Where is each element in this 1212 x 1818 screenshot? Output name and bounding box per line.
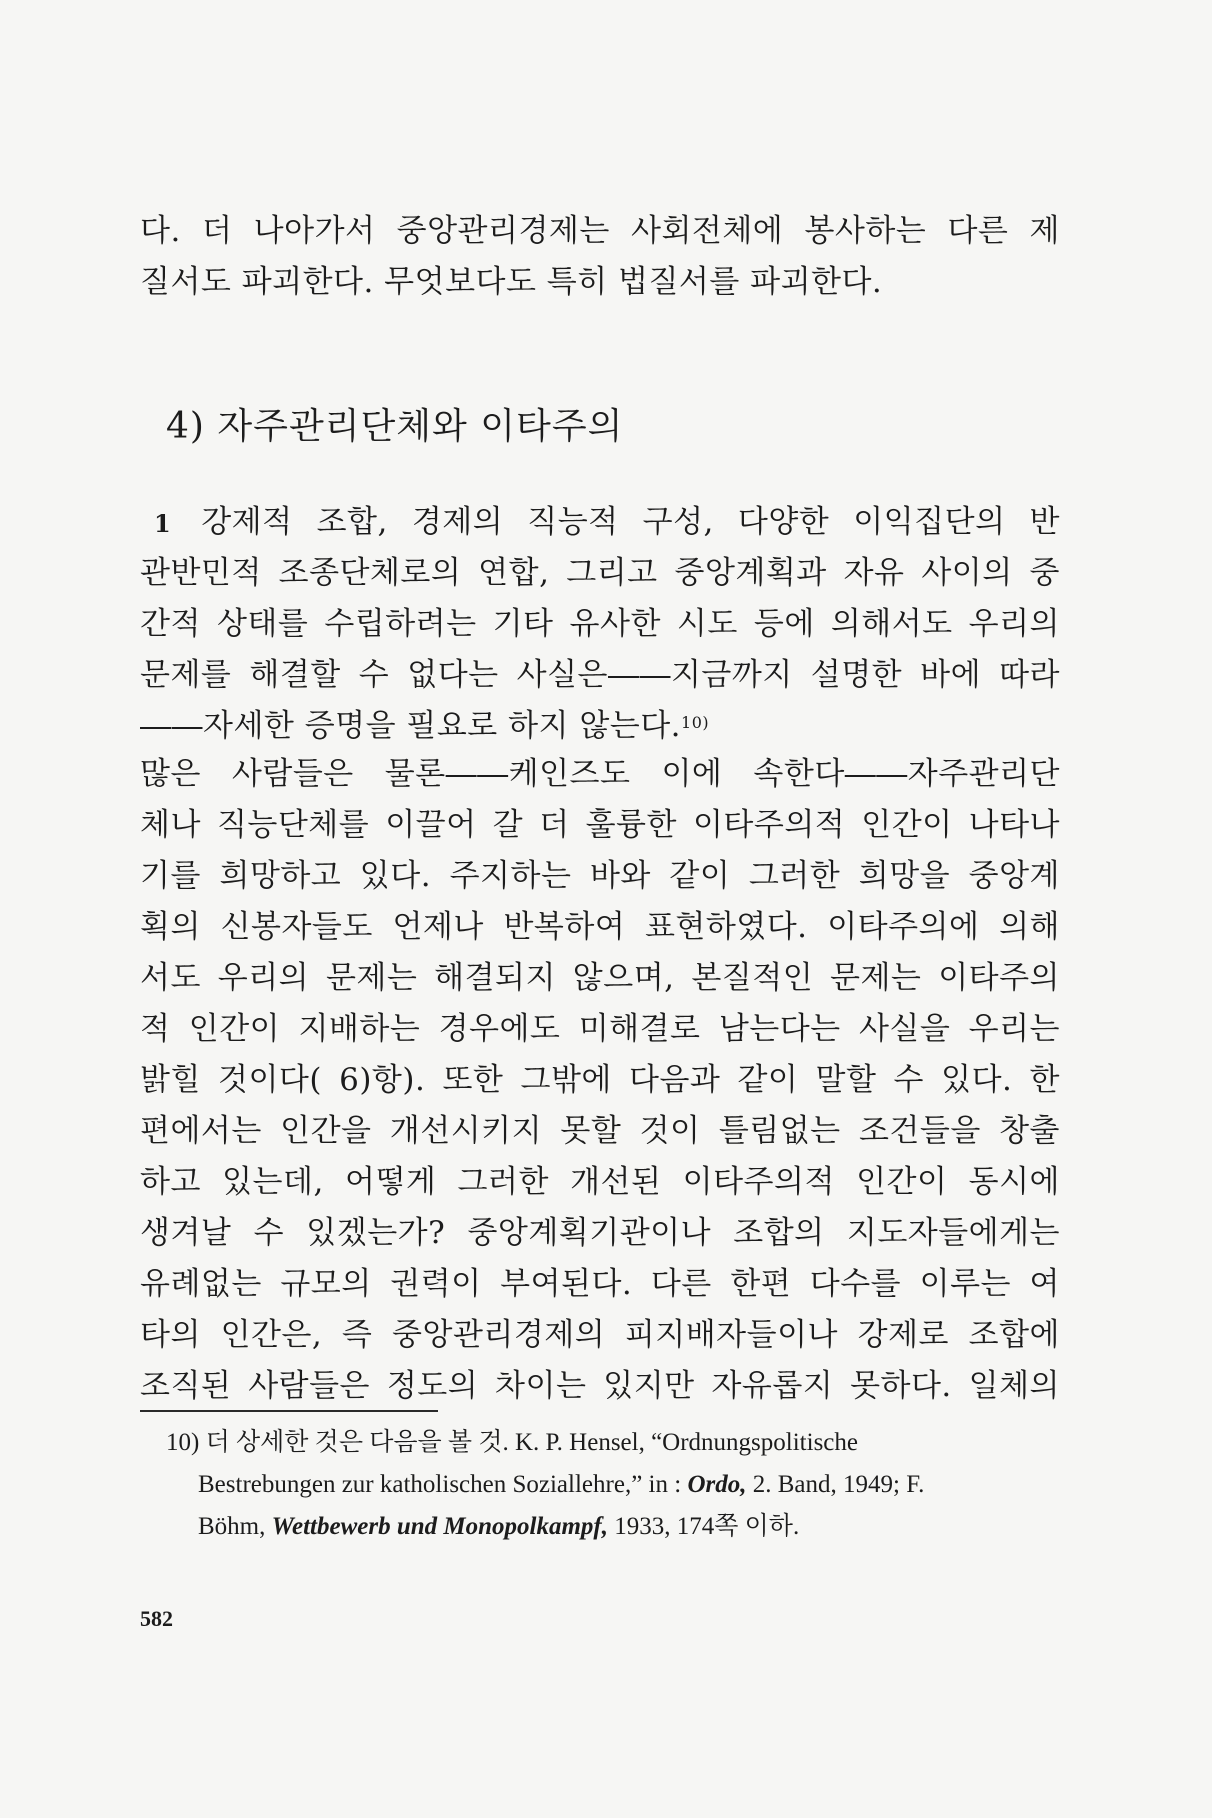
section-heading: 4) 자주관리단체와 이타주의 (166, 406, 624, 447)
text-line-content: ――자세한 증명을 필요로 하지 않는다. (140, 708, 682, 744)
footnote-text: Böhm, (198, 1513, 272, 1540)
text-line: 다. 더 나아가서 중앙관리경제는 사회전체에 봉사하는 다른 제 (140, 213, 1060, 249)
footnote-text: 2. Band, 1949; F. (746, 1471, 925, 1498)
text-line (140, 701, 1060, 752)
text-line: 하고 있는데, 어떻게 그러한 개선된 이타주의적 인간이 동시에 (140, 1164, 1060, 1200)
footnote-divider (140, 1410, 438, 1412)
footnote-text: 1933, 174쪽 이하. (608, 1513, 800, 1540)
text-line: 적 인간이 지배하는 경우에도 미해결로 남는다는 사실을 우리는 (140, 1011, 1060, 1047)
text-line: 체나 직능단체를 이끌어 갈 더 훌륭한 이타주의적 인간이 나타나 (140, 807, 1060, 843)
paragraph-marker: 1 (154, 509, 172, 538)
text-line: 생겨날 수 있겠는가? 중앙계획기관이나 조합의 지도자들에게는 (140, 1215, 1060, 1251)
text-line: 밝힐 것이다( 6)항). 또한 그밖에 다음과 같이 말할 수 있다. 한 (140, 1062, 1060, 1098)
footnote-line: 10) 더 상세한 것은 다음을 볼 것. K. P. Hensel, “Ordnungspolitische (166, 1429, 858, 1456)
footnote-line (166, 1464, 1046, 1506)
text-line: 유례없는 규모의 권력이 부여된다. 다른 한편 다수를 이루는 여 (140, 1266, 1060, 1302)
text-line-content: 강제적 조합, 경제의 직능적 구성, 다양한 이익집단의 반 (201, 504, 1060, 540)
footnote-text: Bestrebungen zur katholischen Soziallehre,” in : (198, 1471, 688, 1498)
text-line: 서도 우리의 문제는 해결되지 않으며, 본질적인 문제는 이타주의 (140, 960, 1060, 996)
page-number: 582 (140, 1606, 173, 1631)
text-line: 조직된 사람들은 정도의 차이는 있지만 자유롭지 못하다. 일체의 (140, 1368, 1060, 1404)
intro-paragraph (140, 206, 1060, 308)
text-line: 기를 희망하고 있다. 주지하는 바와 같이 그러한 희망을 중앙계 (140, 858, 1060, 894)
paragraph-2 (140, 749, 1060, 1412)
text-line: 획의 신봉자들도 언제나 반복하여 표현하였다. 이타주의에 의해 (140, 909, 1060, 945)
text-line: 간적 상태를 수립하려는 기타 유사한 시도 등에 의해서도 우리의 (140, 606, 1060, 642)
text-line: 많은 사람들은 물론――케인즈도 이에 속한다――자주관리단 (140, 756, 1060, 792)
footnote-title: Ordo, (687, 1471, 747, 1498)
footnote-title: Wettbewerb und Monopolkampf, (271, 1513, 608, 1540)
footnote (166, 1422, 1046, 1548)
text-line (140, 497, 1060, 548)
text-line: 문제를 해결할 수 없다는 사실은――지금까지 설명한 바에 따라 (140, 657, 1060, 693)
paragraph-1 (140, 497, 1060, 752)
text-line: 타의 인간은, 즉 중앙관리경제의 피지배자들이나 강제로 조합에 (140, 1317, 1060, 1353)
footnote-line (166, 1506, 1046, 1548)
text-line: 관반민적 조종단체로의 연합, 그리고 중앙계획과 자유 사이의 중 (140, 555, 1060, 591)
text-line: 질서도 파괴한다. 무엇보다도 특히 법질서를 파괴한다. (140, 264, 883, 300)
footnote-ref: 10) (681, 713, 710, 732)
text-line: 편에서는 인간을 개선시키지 못할 것이 틀림없는 조건들을 창출 (140, 1113, 1060, 1149)
